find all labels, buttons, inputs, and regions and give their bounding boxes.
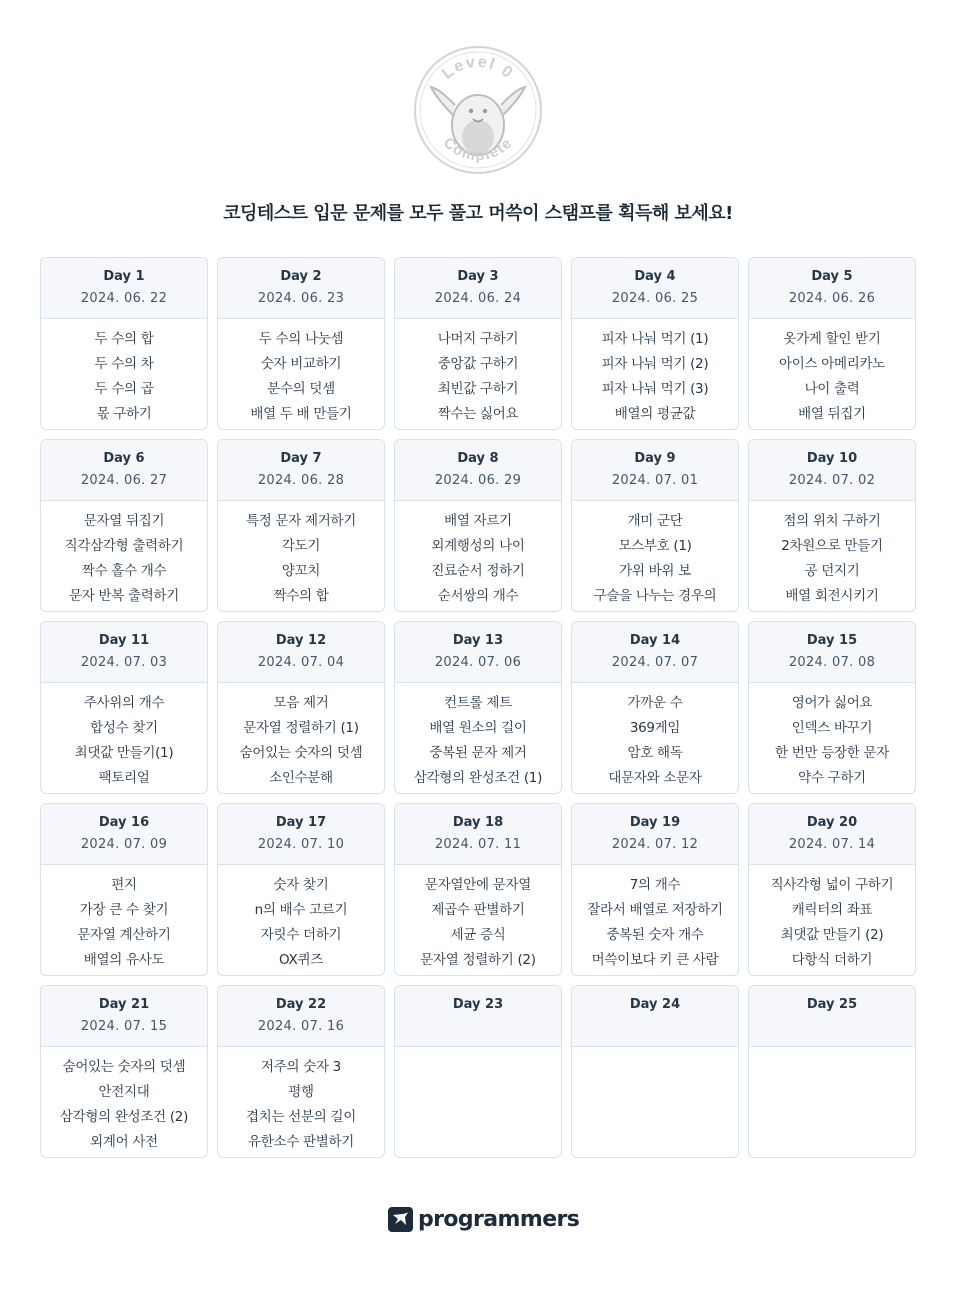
day-card [394, 985, 562, 1158]
day-card-header [572, 440, 738, 501]
day-label: Day 16 [98, 815, 150, 830]
task-link[interactable]: 가까운 수 [627, 695, 683, 711]
task-link[interactable]: 나머지 구하기 [437, 331, 519, 347]
task-link[interactable]: 대문자와 소문자 [608, 770, 702, 786]
day-label: Day 20 [806, 815, 858, 830]
day-date: 2024. 07. 15 [80, 1019, 168, 1034]
day-card [571, 257, 739, 430]
day-label: Day 10 [806, 451, 858, 466]
task-link[interactable]: 옷가게 할인 받기 [783, 331, 881, 347]
task-link[interactable]: 구슬을 나누는 경우의 [593, 588, 717, 604]
day-task-list [572, 1047, 738, 1055]
day-card [217, 439, 385, 612]
day-date: 2024. 07. 04 [257, 655, 345, 670]
task-link[interactable]: 각도기 [281, 538, 321, 554]
task-link[interactable]: 삼각형의 완성조건 (2) [59, 1109, 189, 1125]
day-task-list [395, 501, 561, 609]
day-date: 2024. 06. 23 [257, 291, 345, 306]
day-date: 2024. 07. 16 [257, 1019, 345, 1034]
task-link[interactable]: 숫자 비교하기 [260, 356, 342, 372]
task-link[interactable]: 인덱스 바꾸기 [791, 720, 873, 736]
task-link[interactable]: 분수의 덧셈 [267, 381, 335, 397]
task-link[interactable]: 숨어있는 숫자의 덧셈 [62, 1059, 186, 1075]
task-link[interactable]: 짝수 홀수 개수 [81, 563, 167, 579]
day-label: Day 7 [280, 451, 322, 466]
task-link[interactable]: 몫 구하기 [96, 406, 152, 422]
day-task-list [41, 865, 207, 973]
day-card-header [572, 258, 738, 319]
task-link[interactable]: 유한소수 판별하기 [248, 1134, 354, 1150]
task-link[interactable]: 편지 [111, 877, 137, 893]
day-card-header [749, 258, 915, 319]
day-card [748, 985, 916, 1158]
day-card-header [41, 258, 207, 319]
day-date: 2024. 07. 11 [434, 837, 522, 852]
task-link[interactable]: 캐릭터의 좌표 [791, 902, 873, 918]
task-link[interactable]: 제곱수 판별하기 [431, 902, 525, 918]
task-link[interactable]: 머쓱이보다 키 큰 사람 [591, 952, 719, 968]
task-link[interactable]: 외계어 사전 [90, 1134, 158, 1150]
day-label: Day 9 [634, 451, 676, 466]
day-card [571, 803, 739, 976]
task-link[interactable]: 직각삼각형 출력하기 [64, 538, 184, 554]
day-task-list [572, 501, 738, 609]
task-link[interactable]: 배열 뒤집기 [798, 406, 866, 422]
day-label: Day 18 [452, 815, 504, 830]
programmers-logo[interactable] [388, 1205, 579, 1233]
day-label: Day 17 [275, 815, 327, 830]
day-card [40, 257, 208, 430]
badge-bottom-text: Complete [439, 134, 517, 165]
task-link[interactable]: 7의 개수 [629, 877, 681, 893]
day-date: 2024. 06. 28 [257, 473, 345, 488]
day-task-list [395, 319, 561, 427]
task-link[interactable]: 특정 문자 제거하기 [246, 513, 356, 529]
task-link[interactable]: 배열의 평균값 [614, 406, 696, 422]
task-link[interactable]: 모스부호 (1) [618, 538, 692, 554]
day-date: 2024. 07. 14 [788, 837, 876, 852]
task-link[interactable]: 피자 나눠 먹기 (2) [601, 356, 709, 372]
task-link[interactable]: 가장 큰 수 찾기 [79, 902, 169, 918]
day-task-list [395, 683, 561, 791]
day-card-header [41, 440, 207, 501]
day-date: 2024. 07. 07 [611, 655, 699, 670]
day-card [40, 985, 208, 1158]
task-link[interactable]: 양꼬치 [281, 563, 321, 579]
day-card [748, 803, 916, 976]
day-card-header [218, 440, 384, 501]
day-task-list [572, 319, 738, 427]
task-link[interactable]: 순서쌍의 개수 [437, 588, 519, 604]
day-date: 2024. 06. 22 [80, 291, 168, 306]
task-link[interactable]: 컨트롤 제트 [444, 695, 512, 711]
day-card-header [218, 622, 384, 683]
day-date: 2024. 07. 12 [611, 837, 699, 852]
day-label: Day 24 [629, 997, 681, 1012]
day-label: Day 3 [457, 269, 499, 284]
day-card [217, 621, 385, 794]
day-card-header [749, 440, 915, 501]
day-task-list [749, 319, 915, 427]
day-task-list [41, 501, 207, 609]
task-link[interactable]: 잘라서 배열로 저장하기 [587, 902, 723, 918]
day-card-header [572, 986, 738, 1047]
day-card-header [218, 986, 384, 1047]
task-link[interactable]: 숫자 찾기 [273, 877, 329, 893]
task-link[interactable]: 피자 나눠 먹기 (3) [601, 381, 709, 397]
day-card-header [218, 258, 384, 319]
day-card [217, 803, 385, 976]
task-link[interactable]: 소인수분해 [269, 770, 333, 786]
day-card [217, 257, 385, 430]
day-task-list [395, 1047, 561, 1055]
day-card [40, 439, 208, 612]
task-link[interactable]: 주사위의 개수 [83, 695, 165, 711]
day-card [571, 621, 739, 794]
task-link[interactable]: 문자 반복 출력하기 [69, 588, 179, 604]
task-link[interactable]: 최댓값 만들기(1) [74, 745, 174, 761]
task-link[interactable]: 모음 제거 [273, 695, 329, 711]
task-link[interactable]: 개미 군단 [627, 513, 683, 529]
task-link[interactable]: 암호 해독 [627, 745, 683, 761]
day-label: Day 4 [634, 269, 676, 284]
day-task-list [572, 865, 738, 973]
day-task-list [749, 683, 915, 791]
task-link[interactable]: 2차원으로 만들기 [781, 538, 883, 554]
day-label: Day 22 [275, 997, 327, 1012]
day-card [571, 439, 739, 612]
task-link[interactable]: 짝수는 싫어요 [437, 406, 519, 422]
day-card [571, 985, 739, 1158]
day-task-list [395, 865, 561, 973]
day-task-list [749, 1047, 915, 1055]
task-link[interactable]: 두 수의 차 [94, 356, 154, 372]
day-task-list [218, 865, 384, 973]
task-link[interactable]: 약수 구하기 [798, 770, 866, 786]
day-card [394, 439, 562, 612]
task-link[interactable]: 공 던지기 [804, 563, 860, 579]
day-card-header [395, 258, 561, 319]
day-date: 2024. 07. 01 [611, 473, 699, 488]
day-card [40, 621, 208, 794]
task-link[interactable]: 합성수 찾기 [90, 720, 158, 736]
task-link[interactable]: 나이 출력 [804, 381, 860, 397]
task-link[interactable]: 369게임 [629, 720, 681, 736]
task-link[interactable]: 아이스 아메리카노 [779, 356, 885, 372]
task-link[interactable]: 문자열 뒤집기 [83, 513, 165, 529]
task-link[interactable]: 삼각형의 완성조건 (1) [413, 770, 543, 786]
task-link[interactable]: 다항식 더하기 [791, 952, 873, 968]
day-task-list [572, 683, 738, 791]
brand-wordmark: programmers [418, 1206, 580, 1232]
day-label: Day 25 [806, 997, 858, 1012]
day-label: Day 14 [629, 633, 681, 648]
day-card-header [218, 804, 384, 865]
day-task-list [218, 501, 384, 609]
day-card-header [395, 804, 561, 865]
page-headline: 코딩테스트 입문 문제를 모두 풀고 머쓱이 스탬프를 획득해 보세요! [223, 203, 733, 224]
task-link[interactable]: 한 번만 등장한 문자 [775, 745, 889, 761]
day-task-list [749, 501, 915, 609]
day-date: 2024. 06. 29 [434, 473, 522, 488]
task-link[interactable]: 중복된 문자 제거 [429, 745, 527, 761]
day-label: Day 1 [103, 269, 145, 284]
day-task-list [41, 319, 207, 427]
day-label: Day 19 [629, 815, 681, 830]
task-link[interactable]: OX퀴즈 [279, 952, 323, 968]
task-link[interactable]: 짝수의 합 [273, 588, 329, 604]
day-label: Day 12 [275, 633, 327, 648]
day-date: 2024. 07. 02 [788, 473, 876, 488]
day-card-header [749, 622, 915, 683]
day-card-header [395, 622, 561, 683]
task-link[interactable]: 안전지대 [98, 1084, 150, 1100]
day-card-header [572, 804, 738, 865]
task-link[interactable]: 최댓값 만들기 (2) [780, 927, 884, 943]
task-link[interactable]: 세균 증식 [450, 927, 506, 943]
day-date: 2024. 07. 06 [434, 655, 522, 670]
task-link[interactable]: 두 수의 나눗셈 [258, 331, 344, 347]
task-link[interactable]: 두 수의 곱 [94, 381, 154, 397]
task-link[interactable]: 중앙값 구하기 [437, 356, 519, 372]
programmers-logo-icon [388, 1207, 413, 1232]
day-card-header [41, 986, 207, 1047]
task-link[interactable]: 외계행성의 나이 [431, 538, 525, 554]
day-card-header [749, 804, 915, 865]
task-link[interactable]: 영어가 싫어요 [791, 695, 873, 711]
day-label: Day 15 [806, 633, 858, 648]
task-link[interactable]: 겹치는 선분의 길이 [246, 1109, 356, 1125]
day-card-header [41, 804, 207, 865]
day-date: 2024. 06. 26 [788, 291, 876, 306]
day-card-header [749, 986, 915, 1047]
day-card [748, 621, 916, 794]
day-task-list [218, 683, 384, 791]
task-link[interactable]: 배열 원소의 길이 [429, 720, 527, 736]
day-task-list [41, 683, 207, 791]
day-card-header [41, 622, 207, 683]
level-complete-badge [413, 45, 543, 175]
day-date: 2024. 06. 27 [80, 473, 168, 488]
task-link[interactable]: 숨어있는 숫자의 덧셈 [239, 745, 363, 761]
day-date: 2024. 07. 08 [788, 655, 876, 670]
task-link[interactable]: 문자열 계산하기 [77, 927, 171, 943]
task-link[interactable]: n의 배수 고르기 [254, 902, 348, 918]
task-link[interactable]: 문자열 정렬하기 (1) [243, 720, 359, 736]
day-card [394, 257, 562, 430]
task-link[interactable]: 배열의 유사도 [83, 952, 165, 968]
day-card [40, 803, 208, 976]
day-task-list [749, 865, 915, 973]
task-link[interactable]: 문자열 정렬하기 (2) [420, 952, 536, 968]
day-label: Day 23 [452, 997, 504, 1012]
badge-top-text: Level 0 [439, 53, 517, 83]
day-task-list [218, 1047, 384, 1155]
day-card [394, 803, 562, 976]
task-link[interactable]: 배열 두 배 만들기 [250, 406, 352, 422]
day-date: 2024. 07. 03 [80, 655, 168, 670]
day-card-header [395, 440, 561, 501]
day-date: 2024. 06. 25 [611, 291, 699, 306]
task-link[interactable]: 피자 나눠 먹기 (1) [601, 331, 709, 347]
day-card [217, 985, 385, 1158]
day-label: Day 13 [452, 633, 504, 648]
day-label: Day 6 [103, 451, 145, 466]
day-task-list [218, 319, 384, 427]
day-label: Day 2 [280, 269, 322, 284]
day-card [748, 439, 916, 612]
task-link[interactable]: 가위 바위 보 [619, 563, 691, 579]
task-link[interactable]: 최빈값 구하기 [437, 381, 519, 397]
task-link[interactable]: 자릿수 더하기 [260, 927, 342, 943]
day-card [394, 621, 562, 794]
task-link[interactable]: 배열 회전시키기 [785, 588, 879, 604]
task-link[interactable]: 진료순서 정하기 [431, 563, 525, 579]
day-date: 2024. 07. 10 [257, 837, 345, 852]
day-grid [40, 257, 916, 1158]
day-card-header [572, 622, 738, 683]
task-link[interactable]: 저주의 숫자 3 [261, 1059, 341, 1075]
task-link[interactable]: 배열 자르기 [444, 513, 512, 529]
task-link[interactable]: 문자열안에 문자열 [425, 877, 531, 893]
day-label: Day 5 [811, 269, 853, 284]
day-label: Day 8 [457, 451, 499, 466]
task-link[interactable]: 직사각형 넓이 구하기 [770, 877, 894, 893]
day-label: Day 21 [98, 997, 150, 1012]
task-link[interactable]: 평행 [288, 1084, 314, 1100]
day-date: 2024. 06. 24 [434, 291, 522, 306]
day-label: Day 11 [98, 633, 150, 648]
task-link[interactable]: 두 수의 합 [94, 331, 154, 347]
day-task-list [41, 1047, 207, 1155]
task-link[interactable]: 점의 위치 구하기 [783, 513, 881, 529]
task-link[interactable]: 팩토리얼 [98, 770, 150, 786]
day-card [748, 257, 916, 430]
day-date: 2024. 07. 09 [80, 837, 168, 852]
task-link[interactable]: 중복된 숫자 개수 [606, 927, 704, 943]
day-card-header [395, 986, 561, 1047]
